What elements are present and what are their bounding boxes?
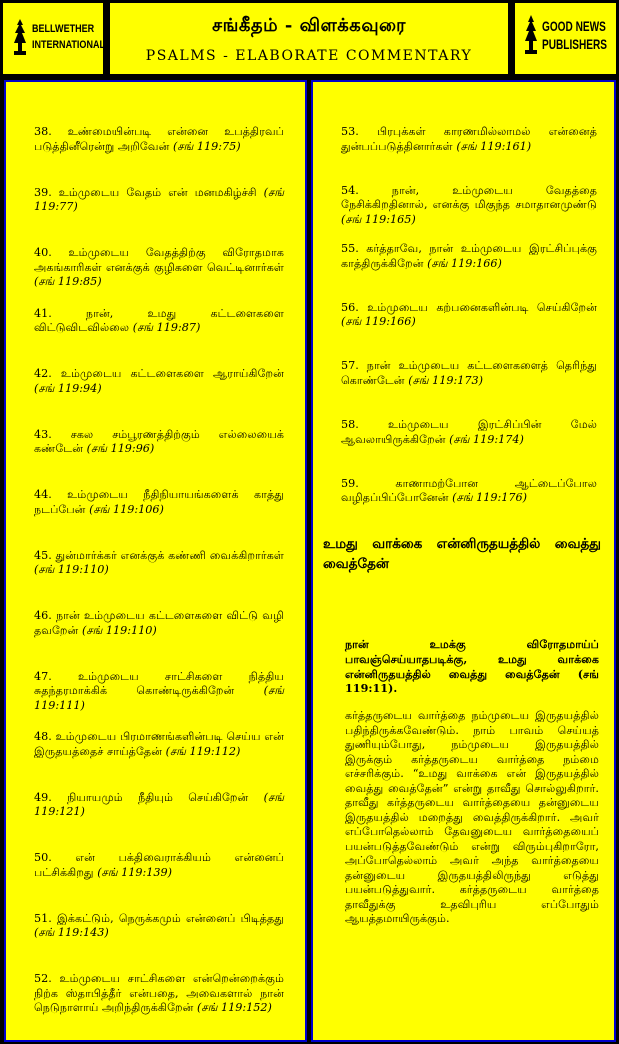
verse-entry bbox=[34, 428, 284, 457]
verse-text: 46. நான் உம்முடைய கட்டளைகளை விட்டு வழி தவறேன் bbox=[34, 609, 284, 637]
verse-entry bbox=[34, 549, 284, 578]
logo-right-line1: GOOD NEWS bbox=[542, 18, 606, 34]
verse-text: 51. இக்கட்டும், நெருக்கமும் என்னைப் பிடித்தது bbox=[34, 911, 284, 925]
verse-entry bbox=[34, 307, 284, 336]
section-intro: நான் உமக்கு விரோதமாய்ப் பாவஞ்செய்யாதபடிக்கு, உமது வாக்கை என்னிருதயத்தில் வைத்து வைத்தேன் (சங் 119:11). bbox=[345, 637, 599, 696]
right-column bbox=[311, 80, 616, 1042]
verse-reference: (சங் 119:176) bbox=[452, 491, 527, 505]
logo-right-line2: PUBLISHERS bbox=[542, 36, 607, 52]
verse-reference: (சங் 119:139) bbox=[97, 865, 172, 879]
section-paragraph: கர்த்தருடைய வார்த்தை நம்முடைய இருதயத்தில் பதிந்திருக்கவேண்டும். நாம் பாவம் செய்யத் துணியும்போது, நம்முடைய இருதயத்தில் இருக்கும் கர்த்தருடைய வார்த்தை நம்மை எச்சரிக்கும். “உமது வாக்கை என் இருதயத்தில் வைத்து வைத்தேன்” என்று தாவீது சொல்லுகிறார். தாவீது கர்த்தருடைய வார்த்தையை தன்னுடைய இருதயத்தில் மறைத்து வைத்திருக்கிறார். அவர் எப்போதெல்லாம் தேவனுடைய வார்த்தையைப் பயன்படுத்தவேண்டும் என்று விரும்புகிறாரோ, அப்போதெல்லாம் அவர் அந்த வார்த்தையை தன்னுடைய இருதயத்திலிருந்து எடுத்து பயன்படுத்துவார். கர்த்தருடைய வார்த்தை தாவீதுக்கு உதவிபுரிய எப்போதும் ஆயத்தமாயிருக்கும். bbox=[345, 709, 599, 925]
verse-text: 56. உம்முடைய கற்பனைகளின்படி செய்கிறேன் bbox=[341, 300, 597, 314]
verse-text: 49. நியாயமும் நீதியும் செய்கிறேன் bbox=[34, 790, 264, 804]
good-news-logo-icon bbox=[523, 13, 539, 57]
verse-reference: (சங் 119:106) bbox=[89, 502, 164, 516]
verse-entry bbox=[34, 730, 284, 759]
verse-reference: (சங் 119:174) bbox=[449, 432, 524, 446]
verse-text: 47. உம்முடைய சாட்சிகளை நித்திய சுதந்தரமாக்கிக் கொண்டிருக்கிறேன் bbox=[34, 669, 284, 697]
verse-reference: (சங் 119:166) bbox=[341, 315, 416, 329]
page-header bbox=[109, 2, 509, 75]
verse-entry bbox=[34, 670, 284, 714]
verse-entry bbox=[34, 246, 284, 290]
verse-reference: (சங் 119:143) bbox=[34, 926, 109, 939]
verse-text: 54. நான், உம்முடைய வேதத்தை நேசிக்கிறதினால், எனக்கு மிகுந்த சமாதானமுண்டு bbox=[341, 183, 597, 212]
verse-entry bbox=[341, 477, 597, 506]
verse-entry bbox=[34, 186, 284, 215]
verse-text: 58. உம்முடைய இரட்சிப்பின் மேல் ஆவலாயிருக்கிறேன் bbox=[341, 418, 597, 446]
title-tamil: சங்கீதம் - விளக்கவுரை bbox=[212, 15, 406, 36]
verse-entry bbox=[341, 301, 597, 330]
verse-text: 45. துன்மார்க்கர் எனக்குக் கண்ணி வைக்கிறார்கள் bbox=[34, 548, 284, 562]
verse-reference: (சங் 119:165) bbox=[341, 212, 416, 226]
bellwether-logo-icon bbox=[11, 17, 29, 57]
verse-text: 57. நான் உம்முடைய கட்டளைகளைத் தெரிந்து கொண்டேன் bbox=[341, 359, 597, 387]
verse-entry bbox=[34, 972, 284, 1016]
verse-entry bbox=[34, 609, 284, 638]
verse-reference: (சங் 119:75) bbox=[172, 139, 241, 153]
title-english: PSALMS - ELABORATE COMMENTARY bbox=[145, 48, 473, 64]
verse-reference: (சங் 119:94) bbox=[34, 381, 102, 395]
verse-text: 43. சகல சம்பூரணத்திற்கும் எல்லையைக் கண்டேன் bbox=[34, 427, 284, 455]
verse-text: 41. நான், உமது கட்டளைகளை விட்டுவிடவில்லை bbox=[34, 306, 284, 334]
verse-text: 39. உம்முடைய வேதம் என் மனமகிழ்ச்சி bbox=[34, 185, 264, 199]
verse-entry bbox=[341, 418, 597, 447]
verse-reference: (சங் 119:85) bbox=[34, 275, 102, 288]
verse-entry bbox=[34, 851, 284, 880]
verse-text: 52. உம்முடைய சாட்சிகளை என்றென்றைக்கும் நிற்க ஸ்தாபித்தீர் என்பதை, அவைகளால் நான் நெடுநாளாய் அறிந்திருக்கிறேன் bbox=[34, 972, 284, 1014]
verse-entry bbox=[34, 125, 284, 154]
verse-text: 38. உண்மையின்படி என்னை உபத்திரவப் படுத்தினீரென்று அறிவேன் bbox=[34, 125, 284, 153]
logo-left-line1: BELLWETHER bbox=[32, 23, 95, 35]
verse-reference: (சங் 119:161) bbox=[456, 139, 532, 153]
verse-text: 42. உம்முடைய கட்டளைகளை ஆராய்கிறேன் bbox=[34, 367, 284, 380]
verse-entry bbox=[34, 488, 284, 517]
verse-reference: (சங் 119:173) bbox=[408, 373, 483, 387]
verse-reference: (சங் 119:96) bbox=[86, 442, 155, 455]
verse-reference: (சங் 119:121) bbox=[34, 790, 284, 818]
verse-reference: (சங் 119:77) bbox=[34, 185, 284, 213]
verse-text: 53. பிரபுக்கள் காரணமில்லாமல் என்னைத் துன்பப்படுத்தினார்கள் bbox=[341, 125, 597, 153]
verse-reference: (சங் 119:166) bbox=[427, 256, 502, 270]
verse-text: 44. உம்முடைய நீதிநியாயங்களைக் காத்து நடப்பேன் bbox=[34, 488, 284, 516]
verse-text: 55. கர்த்தாவே, நான் உம்முடைய இரட்சிப்புக்கு காத்திருக்கிறேன் bbox=[341, 242, 597, 270]
verse-text: 40. உம்முடைய வேதத்திற்கு விரோதமாக அகங்காரிகள் எனக்குக் குழிகளை வெட்டினார்கள் bbox=[34, 246, 284, 274]
verse-reference: (சங் 119:111) bbox=[34, 684, 284, 712]
verse-text: 59. காணாமற்போன ஆட்டைப்போல வழிதப்பிப்போனேன் bbox=[341, 476, 597, 505]
verse-reference: (சங் 119:87) bbox=[132, 321, 201, 334]
verse-reference: (சங் 119:110) bbox=[34, 563, 109, 576]
verse-reference: (சங் 119:112) bbox=[165, 744, 241, 758]
logo-left-line2: INTERNATIONAL bbox=[32, 39, 105, 51]
verse-entry bbox=[34, 791, 284, 820]
verse-entry bbox=[341, 242, 597, 271]
left-column bbox=[4, 80, 307, 1042]
verse-entry bbox=[341, 125, 597, 154]
bellwether-logo bbox=[2, 2, 104, 75]
section-heading: உமது வாக்கை என்னிருதயத்தில் வைத்து வைத்தேன் bbox=[323, 536, 601, 572]
verse-entry bbox=[341, 184, 597, 228]
good-news-logo bbox=[514, 2, 617, 75]
verse-reference: (சங் 119:110) bbox=[81, 623, 157, 637]
verse-entry bbox=[34, 912, 284, 941]
verse-entry bbox=[34, 367, 284, 396]
verse-text: 50. என் பக்திவைராக்கியம் என்னைப் பட்சிக்கிறது bbox=[34, 851, 284, 879]
verse-entry bbox=[341, 359, 597, 388]
verse-text: 48. உம்முடைய பிரமாணங்களின்படி செய்ய என் இருதயத்தைச் சாய்த்தேன் bbox=[34, 730, 284, 758]
verse-reference: (சங் 119:152) bbox=[197, 1001, 272, 1014]
